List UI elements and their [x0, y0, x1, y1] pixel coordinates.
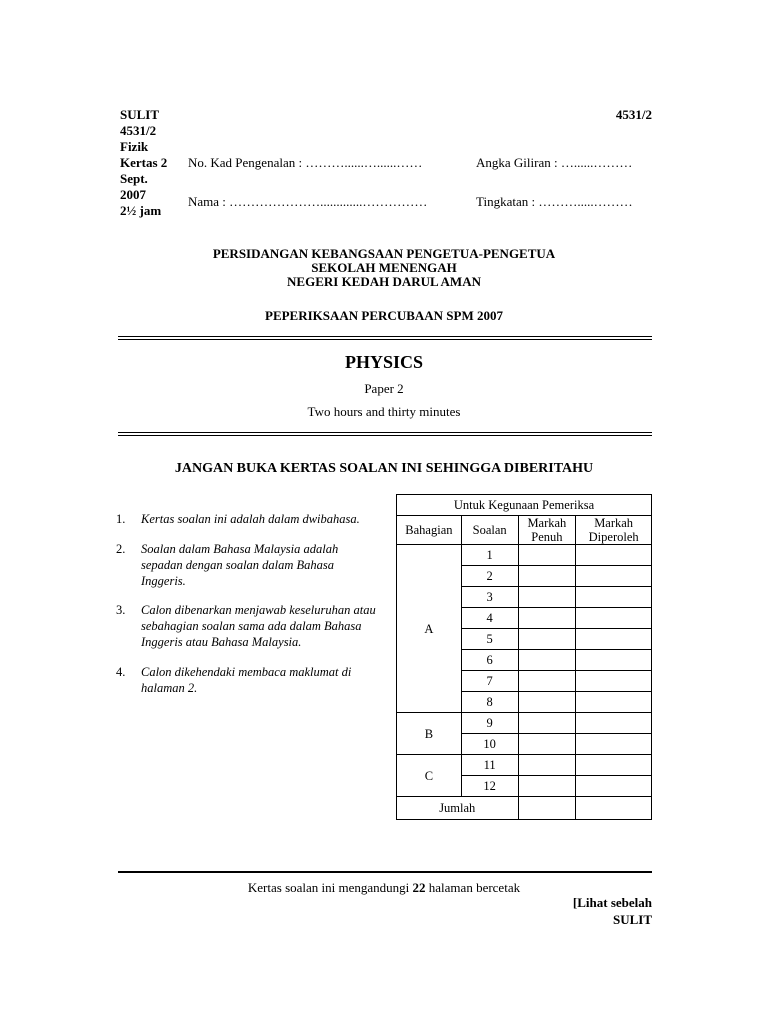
markah-penuh-cell[interactable]: [518, 734, 576, 755]
bottom-double-rule: [118, 432, 652, 436]
total-label: Jumlah: [397, 797, 519, 820]
markah-diperoleh-cell[interactable]: [576, 734, 652, 755]
total-penuh-cell[interactable]: [518, 797, 576, 820]
page-count-suffix: halaman bercetak: [425, 880, 521, 895]
markah-diperoleh-cell[interactable]: [576, 608, 652, 629]
organization-line-1: PERSIDANGAN KEBANGSAAN PENGETUA-PENGETUA: [212, 246, 556, 261]
top-double-rule: [118, 336, 652, 340]
examiner-table-title: Untuk Kegunaan Pemeriksa: [397, 495, 652, 516]
instruction-number: 4.: [116, 665, 126, 679]
question-cell: 11: [461, 755, 518, 776]
markah-diperoleh-cell[interactable]: [576, 692, 652, 713]
markah-diperoleh-cell[interactable]: [576, 650, 652, 671]
question-cell: 5: [461, 629, 518, 650]
footer-sulit: SULIT: [612, 912, 652, 927]
instruction-number: 3.: [116, 603, 126, 617]
markah-penuh-cell[interactable]: [518, 566, 576, 587]
question-cell: 8: [461, 692, 518, 713]
nama-field[interactable]: Nama : ………………….............……………: [188, 194, 428, 209]
angka-giliran-field[interactable]: Angka Giliran : …......………: [476, 155, 633, 170]
markah-diperoleh-cell[interactable]: [576, 566, 652, 587]
footer-rule: [118, 871, 652, 873]
instruction-3: [116, 602, 378, 650]
header-soalan: Soalan: [461, 516, 518, 545]
warning-notice: JANGAN BUKA KERTAS SOALAN INI SEHINGGA DIBERITAHU: [174, 461, 594, 476]
exam-name: PEPERIKSAAN PERCUBAAN SPM 2007: [265, 308, 503, 323]
header-markah-penuh: Markah Penuh: [518, 516, 576, 545]
question-cell: 9: [461, 713, 518, 734]
instruction-4: [116, 664, 378, 696]
markah-penuh-cell[interactable]: [518, 545, 576, 566]
question-cell: 1: [461, 545, 518, 566]
markah-diperoleh-cell[interactable]: [576, 755, 652, 776]
tingkatan-field[interactable]: Tingkatan : ……….....………: [476, 194, 633, 209]
markah-penuh-cell[interactable]: [518, 608, 576, 629]
instruction-number: 2.: [116, 542, 126, 556]
section-c: C: [397, 755, 462, 797]
instruction-1: [116, 511, 396, 527]
markah-penuh-cell[interactable]: [518, 671, 576, 692]
question-cell: 12: [461, 776, 518, 797]
page-count-number: 22: [412, 880, 426, 895]
instruction-text: Calon dikehendaki membaca maklumat di halaman 2.: [141, 665, 352, 695]
question-cell: 2: [461, 566, 518, 587]
header-left-block: [120, 107, 167, 219]
header-year: 2007: [120, 187, 146, 202]
markah-penuh-cell[interactable]: [518, 755, 576, 776]
instruction-text: Calon dibenarkan menjawab keseluruhan atau sebahagian soalan sama ada dalam Bahasa Inggeris atau Bahasa Malaysia.: [141, 603, 376, 649]
markah-diperoleh-cell[interactable]: [576, 671, 652, 692]
paper-code: 4531/2: [615, 107, 652, 122]
markah-penuh-cell[interactable]: [518, 650, 576, 671]
question-cell: 7: [461, 671, 518, 692]
markah-penuh-cell[interactable]: [518, 713, 576, 734]
section-b: B: [397, 713, 462, 755]
organization-line-2: SEKOLAH MENENGAH: [311, 260, 457, 275]
question-cell: 3: [461, 587, 518, 608]
markah-diperoleh-cell[interactable]: [576, 713, 652, 734]
examiner-table: [396, 494, 652, 820]
page-count-note: [0, 880, 768, 896]
organization-line-3: NEGERI KEDAH DARUL AMAN: [287, 274, 481, 289]
see-next-page: [Lihat sebelah: [572, 895, 652, 910]
markah-diperoleh-cell[interactable]: [576, 629, 652, 650]
header-markah-diperoleh: Markah Diperoleh: [576, 516, 652, 545]
header-subject: Fizik: [120, 139, 149, 154]
subject-title: PHYSICS: [344, 352, 424, 372]
instruction-text: Kertas soalan ini adalah dalam dwibahasa.: [141, 512, 360, 526]
markah-penuh-cell[interactable]: [518, 692, 576, 713]
instruction-text: Soalan dalam Bahasa Malaysia adalah sepadan dengan soalan dalam Bahasa Inggeris.: [141, 542, 339, 588]
total-diperoleh-cell[interactable]: [576, 797, 652, 820]
markah-diperoleh-cell[interactable]: [576, 776, 652, 797]
organization-heading: [0, 247, 768, 289]
markah-diperoleh-cell[interactable]: [576, 587, 652, 608]
header-code: 4531/2: [120, 123, 157, 138]
header-bahagian: Bahagian: [397, 516, 462, 545]
question-cell: 4: [461, 608, 518, 629]
question-cell: 10: [461, 734, 518, 755]
markah-penuh-cell[interactable]: [518, 629, 576, 650]
subject-duration: Two hours and thirty minutes: [307, 404, 461, 419]
markah-penuh-cell[interactable]: [518, 776, 576, 797]
header-duration: 2½ jam: [120, 203, 162, 218]
header-sulit: SULIT: [120, 107, 160, 122]
instruction-2: [116, 541, 376, 589]
instruction-number: 1.: [116, 512, 126, 526]
question-cell: 6: [461, 650, 518, 671]
section-a: A: [397, 545, 462, 713]
page-count-prefix: Kertas soalan ini mengandungi: [247, 880, 413, 895]
header-month: Sept.: [120, 171, 148, 186]
header-paper: Kertas 2: [120, 155, 168, 170]
ic-number-field[interactable]: No. Kad Pengenalan : ………......…......……: [188, 155, 423, 170]
markah-diperoleh-cell[interactable]: [576, 545, 652, 566]
subject-paper: Paper 2: [364, 381, 404, 396]
markah-penuh-cell[interactable]: [518, 587, 576, 608]
